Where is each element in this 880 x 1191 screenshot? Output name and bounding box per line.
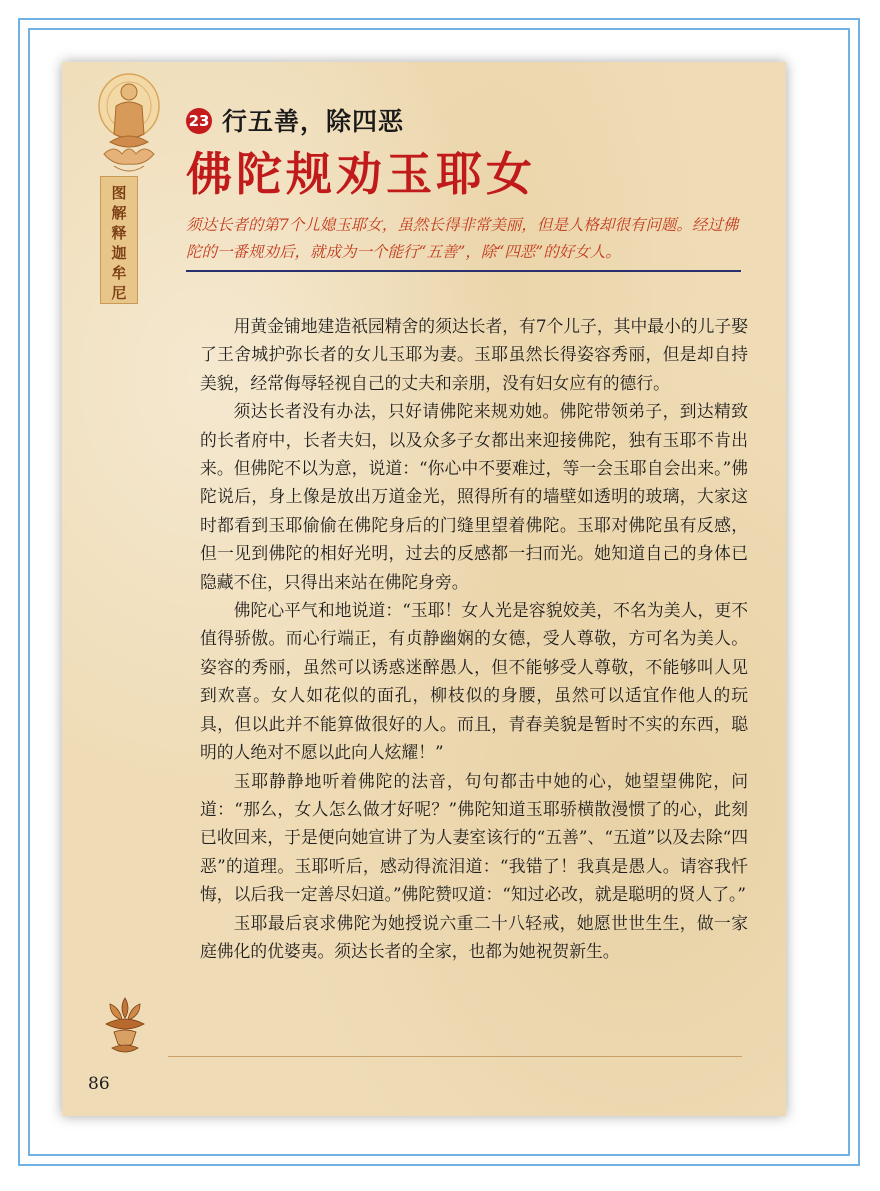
series-char: 迦 — [111, 244, 127, 262]
page-number: 86 — [88, 1074, 110, 1094]
chapter-subtitle: 行五善，除四恶 — [222, 107, 405, 136]
paragraph: 玉耶最后哀求佛陀为她授说六重二十八轻戒，她愿世世生生，做一家庭佛化的优婆夷。须达长者的全家，也都为她祝贺新生。 — [200, 912, 748, 961]
series-char: 释 — [111, 224, 127, 242]
chapter-number-badge: 23 — [186, 108, 212, 134]
paragraph: 用黄金铺地建造祇园精舍的须达长者，有7个儿子，其中最小的儿子娶了王舍城护弥长者的女儿玉耶为妻。玉耶虽然长得姿容秀丽，但是却自持美貌，经常侮辱轻视自己的丈夫和亲朋，没有妇女应有的德行。 — [200, 316, 748, 393]
chapter-title: 佛陀规劝玉耶女 — [186, 147, 536, 201]
series-tab — [100, 176, 138, 304]
paragraph: 须达长者没有办法，只好请佛陀来规劝她。佛陀带领弟子，到达精致的长者府中，长者夫妇，以及众多子女都出来迎接佛陀，独有玉耶不肯出来。但佛陀不以为意，说道：“你心中不要难过，等一会玉耶自会出来。”佛陀说后，身上像是放出万道金光，照得所有的墙壁如透明的玻璃，大家这时都看到玉耶偷偷在佛陀身后的门缝里望着佛陀。玉耶对佛陀虽有反感，但一见到佛陀的相好光明，过去的反感都一扫而光。她知道自己的身体已隐藏不住，只得出来站在佛陀身旁。 — [200, 401, 748, 592]
paragraph: 佛陀心平气和地说道：“玉耶！女人光是容貌姣美，不名为美人，更不值得骄傲。而心行端正，有贞静幽娴的女德，受人尊敬，方可名为美人。姿容的秀丽，虽然可以诱惑迷醉愚人，但不能够受人尊敬，不能够叫人见到欢喜。女人如花似的面孔，柳枝似的身腰，虽然可以适宜作他人的玩具，但以此并不能算做很好的人。而且，青春美貌是暂时不实的东西，聪明的人绝对不愿以此向人炫耀！” — [200, 600, 748, 763]
intro-summary: 须达长者的第7个儿媳玉耶女，虽然长得非常美丽，但是人格却很有问题。经过佛陀的一番规劝后，就成为一个能行“五善”，除“四恶”的好女人。 — [186, 216, 739, 261]
series-char: 解 — [111, 204, 127, 222]
footer-divider — [168, 1056, 742, 1057]
buddha-figure-icon — [96, 72, 162, 180]
title-divider — [186, 270, 741, 272]
series-char: 图 — [111, 184, 127, 202]
lotus-ornament-icon — [100, 994, 150, 1056]
series-char: 牟 — [111, 264, 127, 282]
body-text — [200, 312, 748, 965]
series-char: 尼 — [111, 284, 127, 302]
paragraph: 玉耶静静地听着佛陀的法音，句句都击中她的心，她望望佛陀，问道：“那么，女人怎么做才好呢？”佛陀知道玉耶骄横散漫惯了的心，此刻已收回来，于是便向她宣讲了为人妻室该行的“五善”、“五道”以及去除“四恶”的道理。玉耶听后，感动得流泪道：“我错了！我真是愚人。请容我忏悔，以后我一定善尽妇道。”佛陀赞叹道：“知过必改，就是聪明的贤人了。” — [200, 770, 748, 905]
